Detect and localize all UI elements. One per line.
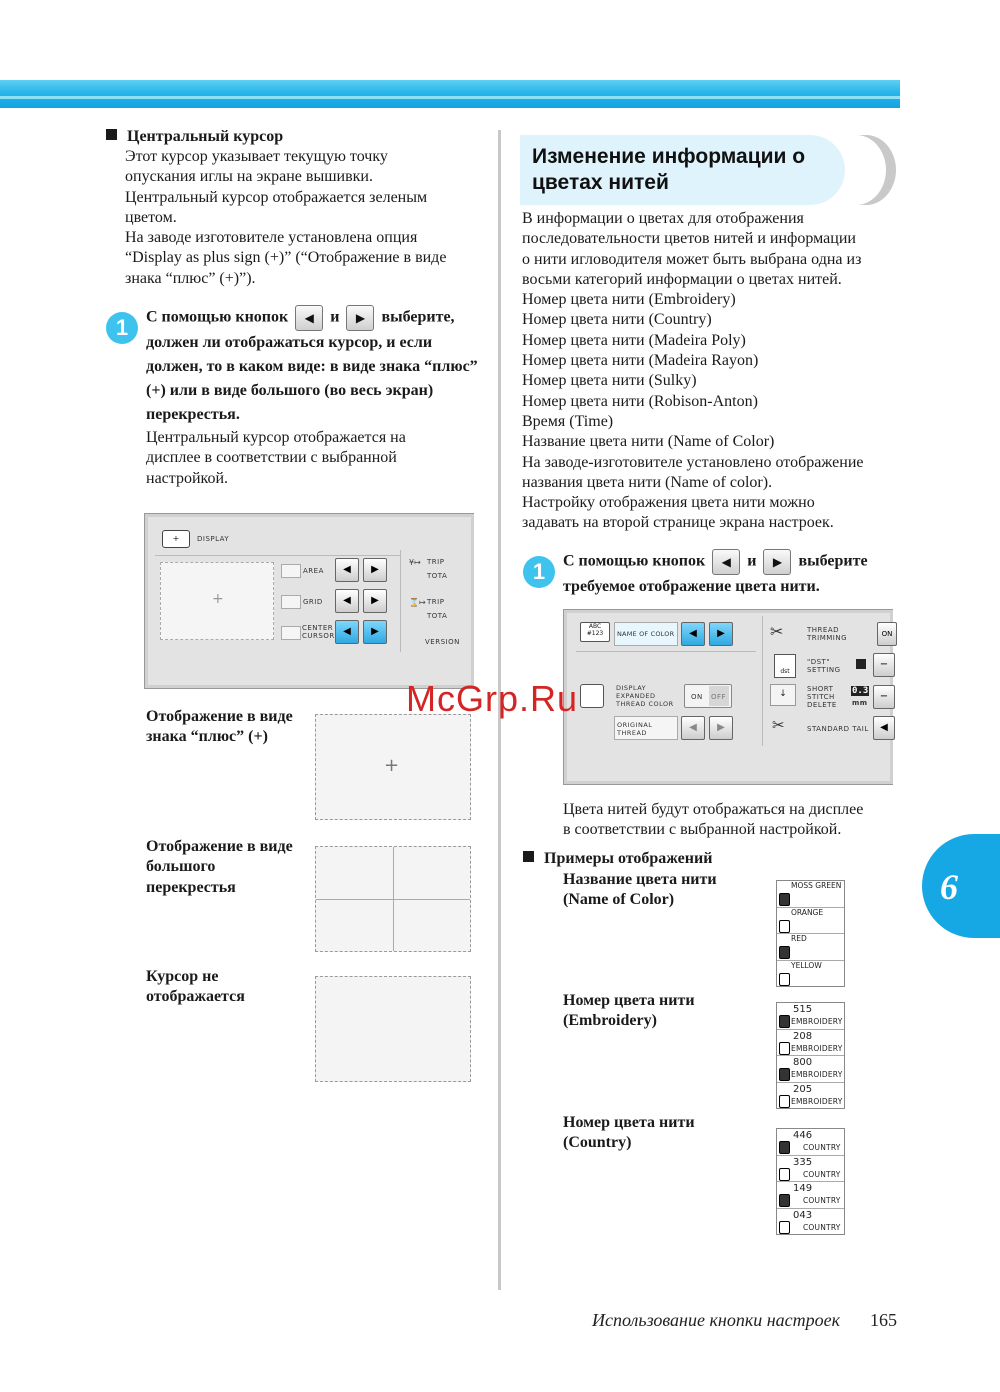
examples-title: Примеры отображений bbox=[523, 849, 712, 869]
example-embroidery-list bbox=[776, 1002, 845, 1109]
thread-spool-icon bbox=[779, 893, 790, 906]
original-thread-value bbox=[614, 716, 678, 740]
trip-needle-icon: ¥↦ bbox=[409, 558, 421, 567]
right-step-note: Цвета нитей будут отображаться на дисплее в соответствии с выбранной настройкой. bbox=[563, 801, 864, 839]
short-stitch-minus-button[interactable]: − bbox=[873, 685, 895, 709]
left-arrow-button-icon: ◀ bbox=[712, 549, 740, 575]
center-cursor-left-button[interactable]: ◀ bbox=[335, 620, 359, 644]
example-name-of-color-list bbox=[776, 880, 845, 987]
dst-indicator-icon bbox=[856, 659, 866, 669]
trip-hourglass-icon: ⌛↦ bbox=[409, 598, 426, 607]
thread-spool-icon bbox=[779, 946, 790, 959]
short-stitch-delete-label: SHORT STITCH DELETE bbox=[807, 685, 837, 709]
bullet-square-icon bbox=[106, 129, 117, 140]
list-item: ORANGE bbox=[777, 908, 844, 935]
toggle-off-label: OFF bbox=[711, 693, 727, 701]
caption-plus-display: Отображение в виде знака “плюс” (+) bbox=[146, 708, 293, 746]
mm-unit-label: mm bbox=[852, 699, 868, 707]
header-bar-stripe bbox=[0, 96, 900, 99]
screen-separator bbox=[155, 555, 400, 556]
example-country-caption: Номер цвета нити (Country) bbox=[563, 1114, 695, 1152]
list-item: 149 COUNTRY bbox=[777, 1182, 844, 1209]
list-item: 335 COUNTRY bbox=[777, 1156, 844, 1183]
thread-display-right-button[interactable]: ▶ bbox=[709, 622, 733, 646]
list-item: 446 COUNTRY bbox=[777, 1129, 844, 1156]
example-name-of-color-caption: Название цвета нити (Name of Color) bbox=[563, 871, 717, 909]
name-of-color-value: NAME OF COLOR bbox=[614, 622, 678, 646]
left-step-instruction: С помощью кнопок ◀ и ▶ выберите, должен ли отображаться курсор, и если должен, то в каком виде: в виде знака “плюс” (+) или в виде большого (во весь экран) перекрестья. bbox=[146, 305, 486, 427]
chapter-tab bbox=[922, 834, 1000, 938]
area-left-button[interactable]: ◀ bbox=[335, 558, 359, 582]
crosshair-horizontal-line bbox=[316, 899, 470, 900]
step-1-badge: 1 bbox=[106, 312, 138, 344]
grid-right-button[interactable]: ▶ bbox=[363, 589, 387, 613]
preview-plus-sign bbox=[315, 714, 471, 820]
standard-tail-left-button[interactable]: ◀ bbox=[873, 716, 895, 740]
thread-spool-icon bbox=[779, 1194, 790, 1207]
tota2-label: TOTA bbox=[427, 612, 448, 620]
original-thread-right-button[interactable]: ▶ bbox=[709, 716, 733, 740]
thread-trimming-on-button[interactable]: ON bbox=[877, 622, 897, 646]
center-cursor-label: CENTER CURSOR bbox=[302, 624, 335, 640]
heading-bracket-icon bbox=[852, 135, 896, 205]
dst-file-icon: dst bbox=[774, 654, 796, 678]
chapter-number: 6 bbox=[940, 867, 958, 907]
center-cursor-icon bbox=[281, 626, 301, 640]
standard-tail-label: STANDARD TAIL bbox=[807, 725, 869, 733]
step-1-badge: 1 bbox=[523, 556, 555, 588]
thread-trimming-label: THREAD TRIMMING bbox=[807, 626, 848, 642]
display-expanded-label: DISPLAY EXPANDED THREAD COLOR bbox=[616, 684, 674, 708]
screen-separator bbox=[576, 651, 756, 652]
right-arrow-button-icon: ▶ bbox=[346, 305, 374, 331]
needle-scissors-icon: ✂ bbox=[772, 716, 785, 734]
list-item: 515 EMBROIDERY bbox=[777, 1003, 844, 1030]
plus-cursor-icon: + bbox=[384, 755, 400, 776]
left-step-note: Центральный курсор отображается на дисплее в соответствии с выбранной настройкой. bbox=[146, 429, 406, 487]
display-label: DISPLAY bbox=[197, 535, 230, 543]
center-cursor-right-button[interactable]: ▶ bbox=[363, 620, 387, 644]
list-item: 800 EMBROIDERY bbox=[777, 1056, 844, 1083]
example-country-list bbox=[776, 1128, 845, 1235]
thread-info-intro: В информации о цветах для отображения последовательности цветов нитей и информации о нити игловодителя может быть выбрана одна из восьми категорий информации о цветах нитей. Номер цвета нити (Embroidery) Номер цвета нити (Country) Номер цвета нити (Madeira Poly) Номер цвета нити (Madeira Rayon) Номер цвета нити (Sulky) Номер цвета нити (Robison-Anton) Время (Time) Название цвета нити (Name of Color) На заводе-изготовителе установлено отображение названия цвета нити (Name of color). Настройку отображения цвета нити можно задавать на второй странице экрана настроек. bbox=[522, 210, 864, 532]
area-label: AREA bbox=[303, 567, 324, 575]
thread-spool-icon bbox=[779, 973, 790, 986]
header-bar bbox=[0, 80, 900, 108]
grid-label: GRID bbox=[303, 598, 323, 606]
thread-spool-icon bbox=[779, 1141, 790, 1154]
short-stitch-value: 0.3 bbox=[852, 686, 869, 696]
thread-spool-icon bbox=[779, 1168, 790, 1181]
display-settings-screen bbox=[144, 513, 474, 689]
preview-crosshair bbox=[315, 846, 471, 952]
bullet-square-icon bbox=[523, 851, 534, 862]
left-arrow-button-icon: ◀ bbox=[295, 305, 323, 331]
grid-left-button[interactable]: ◀ bbox=[335, 589, 359, 613]
list-item: YELLOW bbox=[777, 961, 844, 987]
dst-minus-button[interactable]: − bbox=[873, 653, 895, 677]
caption-no-cursor: Курсор не отображается bbox=[146, 968, 245, 1006]
center-cursor-description: Этот курсор указывает текущую точку опускания иглы на экране вышивки. Центральный курсор отображается зеленым цветом. На заводе изготовителе установлена опция “Display as plus sign (+)” (“Отображение в виде знака “плюс” (+)”). bbox=[125, 148, 447, 287]
thread-spool-icon bbox=[779, 920, 790, 933]
area-icon bbox=[281, 564, 301, 578]
grid-icon bbox=[281, 595, 301, 609]
thread-color-settings-screen bbox=[563, 609, 893, 785]
example-embroidery-caption: Номер цвета нити (Embroidery) bbox=[563, 992, 695, 1030]
original-thread-left-button[interactable]: ◀ bbox=[681, 716, 705, 740]
cursor-preview-box bbox=[160, 562, 274, 640]
tota1-label: TOTA bbox=[427, 572, 448, 580]
watermark: McGrp.Ru bbox=[406, 678, 579, 719]
list-item: RED bbox=[777, 934, 844, 961]
trip1-label: TRIP bbox=[427, 558, 445, 566]
plus-cursor-icon: + bbox=[212, 591, 224, 607]
footer-title: Использование кнопки настроек bbox=[592, 1310, 841, 1330]
section-heading: Изменение информации о цветах нитей bbox=[532, 145, 806, 194]
area-right-button[interactable]: ▶ bbox=[363, 558, 387, 582]
thread-spool-icon bbox=[779, 1015, 790, 1028]
list-item: MOSS GREEN bbox=[777, 881, 844, 908]
right-arrow-button-icon: ▶ bbox=[763, 549, 791, 575]
list-item: 205 EMBROIDERY bbox=[777, 1083, 844, 1109]
trip2-label: TRIP bbox=[427, 598, 445, 606]
thread-spool-icon bbox=[779, 1042, 790, 1055]
short-stitch-icon: ↓ bbox=[770, 684, 796, 706]
abc-123-icon: ABC #123 bbox=[580, 622, 610, 642]
toggle-on-label: ON bbox=[691, 693, 703, 701]
spool-display-icon bbox=[580, 684, 604, 708]
right-step-instruction: С помощью кнопок ◀ и ▶ выберите требуемое отображение цвета нити. bbox=[563, 549, 903, 599]
thread-spool-icon bbox=[779, 1068, 790, 1081]
expanded-toggle[interactable] bbox=[684, 684, 732, 708]
thread-display-left-button[interactable]: ◀ bbox=[681, 622, 705, 646]
thread-spool-icon bbox=[779, 1095, 790, 1108]
scissors-icon: ✂ bbox=[770, 622, 784, 641]
screen-separator-vertical bbox=[400, 550, 401, 652]
thread-spool-icon bbox=[779, 1221, 790, 1234]
list-item: 208 EMBROIDERY bbox=[777, 1030, 844, 1057]
section-title-center-cursor: Центральный курсор bbox=[106, 127, 283, 147]
preview-no-cursor bbox=[315, 976, 471, 1082]
list-item: 043 COUNTRY bbox=[777, 1209, 844, 1235]
caption-crosshair-display: Отображение в виде большого перекрестья bbox=[146, 838, 293, 896]
dst-setting-label: "DST" SETTING bbox=[807, 658, 841, 674]
screen-separator-vertical bbox=[762, 616, 763, 746]
original-thread-label: ORIGINAL THREAD bbox=[617, 721, 653, 737]
version-label: VERSION bbox=[425, 638, 460, 646]
page-number: 165 bbox=[870, 1310, 897, 1330]
display-icon: + bbox=[162, 530, 190, 548]
